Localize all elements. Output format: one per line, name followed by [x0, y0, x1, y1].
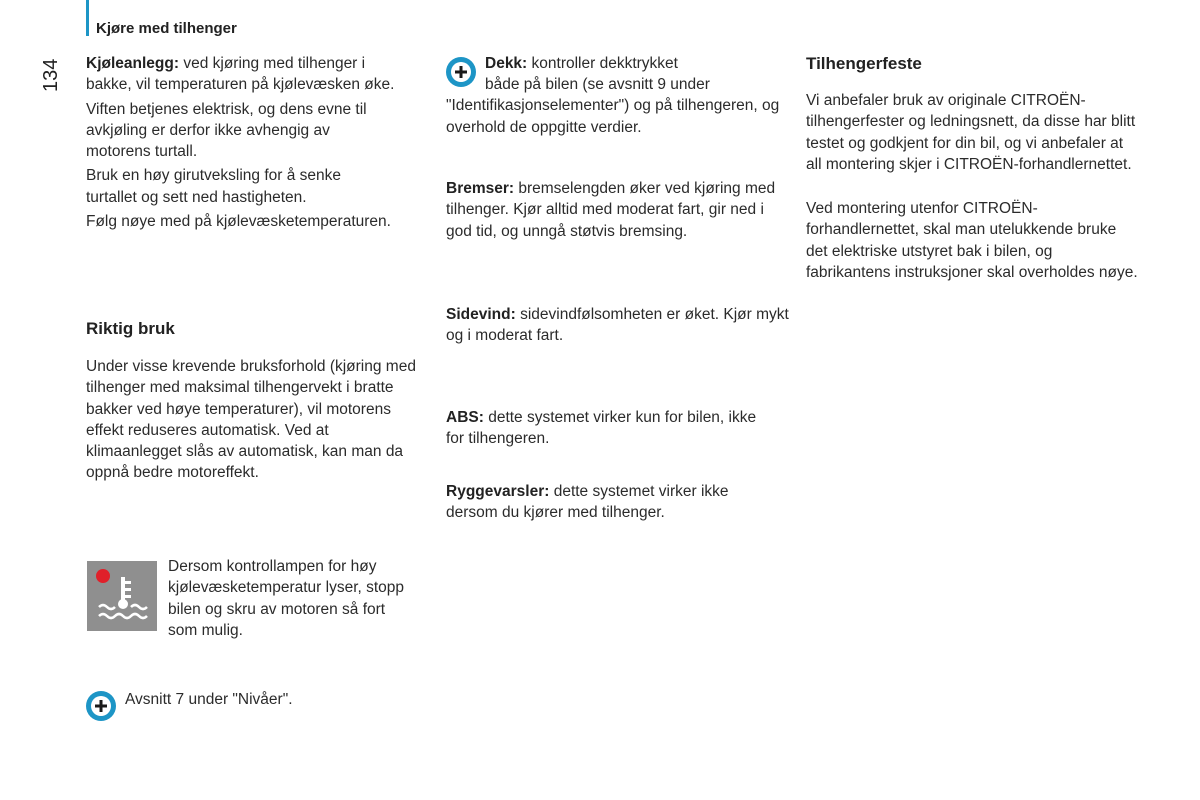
reference-paragraph: Avsnitt 7 under "Nivåer". [125, 691, 293, 708]
plus-circle-icon [86, 691, 116, 721]
warning-paragraph: Dersom kontrollampen for høy kjølevæsketemperatur lyser, stopp bilen og skru av motoren så fort som mulig. [168, 558, 405, 639]
cooling-paragraph [86, 53, 406, 96]
abs-paragraph [446, 407, 766, 450]
brakes-label: Bremser: [446, 180, 515, 197]
cooling-text: ved kjøring med tilhenger i bakke, vil temperaturen på kjølevæsken øke. [86, 55, 395, 94]
gear-paragraph: Bruk en høy girutveksling for å senke turtallet og sett ned hastigheten. [86, 167, 342, 206]
header-accent-bar [86, 0, 89, 36]
reverse-text: dette systemet virker ikke dersom du kjører med tilhenger. [446, 483, 729, 522]
crosswind-text: sidevindfølsomheten er øket. Kjør mykt og i moderat fart. [446, 306, 789, 345]
abs-label: ABS: [446, 409, 484, 426]
brakes-paragraph [446, 178, 776, 242]
column-left [86, 53, 426, 232]
correct-use-paragraph: Under visse krevende bruksforhold (kjøring med tilhenger med maksimal tilhengervekt i bratte bakker ved høye temperaturer), vil motorens effekt reduseres automatisk. Ved at klimaanlegget slås av automatisk, kan man da oppnå bedre motoreffekt. [86, 358, 416, 482]
tyres-text: kontroller dekktrykket [527, 55, 678, 72]
towbar-paragraph-1: Vi anbefaler bruk av originale CITROËN-tilhengerfester og ledningsnett, da disse har blitt testet og godkjent for din bil, og vi anbefaler at all montering skjer i CITROËN-forhandlernettet. [806, 92, 1136, 173]
crosswind-paragraph [446, 304, 791, 347]
tyres-first-line [485, 53, 678, 74]
reverse-label: Ryggevarsler: [446, 483, 550, 500]
watch-paragraph: Følg nøye med på kjølevæsketemperaturen. [86, 213, 391, 231]
coolant-temperature-icon [87, 561, 157, 631]
towbar-paragraph-2: Ved montering utenfor CITROËN-forhandlernettet, skal man utelukkende bruke det elektriske utstyret bak i bilen, og fabrikantens instruksjoner skal overholdes nøye. [806, 200, 1138, 281]
towbar-heading: Tilhengerfeste [806, 54, 922, 73]
reverse-paragraph [446, 481, 766, 524]
brakes-text: bremselengden øker ved kjøring med tilhenger. Kjør alltid med moderat fart, gir ned i god tid, og unngå støtvis bremsing. [446, 180, 776, 240]
tyres-label: Dekk: [485, 55, 528, 72]
crosswind-label: Sidevind: [446, 306, 516, 323]
section-title: Kjøre med tilhenger [96, 20, 237, 37]
cooling-label: Kjøleanlegg: [86, 55, 180, 72]
page-number: 134 [40, 58, 62, 92]
tyres-paragraph: både på bilen (se avsnitt 9 under "Identifikasjonselementer") og på tilhengeren, og overhold de oppgitte verdier. [446, 76, 780, 136]
correct-use-heading: Riktig bruk [86, 319, 175, 338]
fan-paragraph: Viften betjenes elektrisk, og dens evne til avkjøling er derfor ikke avhengig av motorens turtall. [86, 100, 367, 161]
abs-text: dette systemet virker kun for bilen, ikke for tilhengeren. [446, 409, 757, 448]
